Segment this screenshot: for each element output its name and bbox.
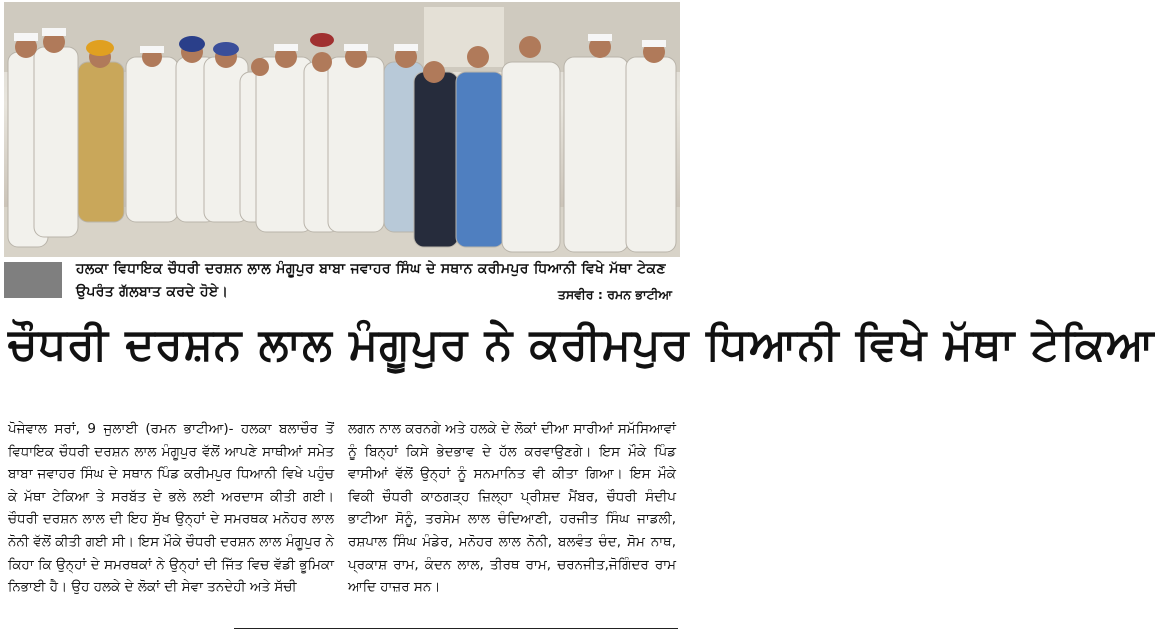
- article-column-1: ਪੋਜੇਵਾਲ ਸਰਾਂ, 9 ਜੁਲਾਈ (ਰਮਨ ਭਾਟੀਆ)- ਹਲਕਾ ਬਲਾਚੌਰ ਤੋਂ ਵਿਧਾਇਕ ਚੌਧਰੀ ਦਰਸ਼ਨ ਲਾਲ ਮੰਗੂਪੁਰ ਵੱਲੋਂ ਆਪਣੇ ਸਾਥੀਆਂ ਸਮੇਤ ਬਾਬਾ ਜਵਾਹਰ ਸਿੰਘ ਦੇ ਸਥਾਨ ਪਿੰਡ ਕਰੀਮਪੁਰ ਧਿਆਨੀ ਵਿਖੇ ਪਹੁੰਚ ਕੇ ਮੱਥਾ ਟੇਕਿਆ ਤੇ ਸਰਬੱਤ ਦੇ ਭਲੇ ਲਈ ਅਰਦਾਸ ਕੀਤੀ ਗਈ। ਚੌਧਰੀ ਦਰਸ਼ਨ ਲਾਲ ਦੀ ਇਹ ਸੁੱਖ ਉਨ੍ਹਾਂ ਦੇ ਸਮਰਥਕ ਮਨੋਹਰ ਲਾਲ ਨੋਨੀ ਵੱਲੋਂ ਕੀਤੀ ਗਈ ਸੀ। ਇਸ ਮੌਕੇ ਚੌਧਰੀ ਦਰਸ਼ਨ ਲਾਲ ਮੰਗੂਪੁਰ ਨੇ ਕਿਹਾ ਕਿ ਉਨ੍ਹਾਂ ਦੇ ਸਮਰਥਕਾਂ ਨੇ ਉਨ੍ਹਾਂ ਦੀ ਜਿੱਤ ਵਿਚ ਵੱਡੀ ਭੂਮਿਕਾ ਨਿਭਾਈ ਹੈ। ਉਹ ਹਲਕੇ ਦੇ ਲੋਕਾਂ ਦੀ ਸੇਵਾ ਤਨਦੇਹੀ ਅਤੇ ਸੱਚੀ: [8, 421, 334, 596]
- caption-marker-box: [4, 262, 62, 298]
- group-photo-illustration: [4, 2, 680, 257]
- news-photo: [4, 2, 680, 257]
- article-column-2: ਲਗਨ ਨਾਲ ਕਰਨਗੇ ਅਤੇ ਹਲਕੇ ਦੇ ਲੋਕਾਂ ਦੀਆ ਸਾਰੀਆਂ ਸਮੱਸਿਆਵਾਂ ਨੂੰ ਬਿਨ੍ਹਾਂ ਕਿਸੇ ਭੇਦਭਾਵ ਦੇ ਹੱਲ ਕਰਵਾਉਣਗੇ। ਇਸ ਮੌਕੇ ਪਿੰਡ ਵਾਸੀਆਂ ਵੱਲੋਂ ਉਨ੍ਹਾਂ ਨੂੰ ਸਨਮਾਨਿਤ ਵੀ ਕੀਤਾ ਗਿਆ। ਇਸ ਮੌਕੇ ਵਿਕੀ ਚੌਧਰੀ ਕਾਠਗੜ੍ਹ ਜ਼ਿਲ੍ਹਾ ਪ੍ਰੀਸ਼ਦ ਮੈਂਬਰ, ਚੌਧਰੀ ਸੰਦੀਪ ਭਾਟੀਆ ਸੋਨੂੰ, ਤਰਸੇਮ ਲਾਲ ਚੰਦਿਆਣੀ, ਹਰਜੀਤ ਸਿੰਘ ਜਾਡਲੀ, ਰਸ਼ਪਾਲ ਸਿੰਘ ਮੰਡੇਰ, ਮਨੋਹਰ ਲਾਲ ਨੋਨੀ, ਬਲਵੰਤ ਚੰਦ, ਸੋਮ ਨਾਥ, ਪ੍ਰਕਾਸ਼ ਰਾਮ, ਕੰਦਨ ਲਾਲ, ਤੀਰਥ ਰਾਮ, ਚਰਨਜੀਤ,ਜੋਗਿੰਦਰ ਰਾਮ ਆਦਿ ਹਾਜ਼ਰ ਸਨ।: [348, 421, 676, 596]
- headline: ਚੌਧਰੀ ਦਰਸ਼ਨ ਲਾਲ ਮੰਗੂਪੁਰ ਨੇ ਕਰੀਮਪੁਰ ਧਿਆਨੀ ਵਿਖੇ ਮੱਥਾ ਟੇਕਿਆ: [8, 319, 1155, 370]
- photo-caption: ਹਲਕਾ ਵਿਧਾਇਕ ਚੌਧਰੀ ਦਰਸ਼ਨ ਲਾਲ ਮੰਗੂਪੁਰ ਬਾਬਾ ਜਵਾਹਰ ਸਿੰਘ ਦੇ ਸਥਾਨ ਕਰੀਮਪੁਰ ਧਿਆਨੀ ਵਿਖੇ ਮੱਥਾ ਟੇਕਣ ਉਪਰੰਤ ਗੱਲਬਾਤ ਕਰਦੇ ਹੋਏ।: [76, 261, 666, 300]
- bottom-rule: [234, 628, 678, 629]
- photo-credit: ਤਸਵੀਰ : ਰਮਨ ਭਾਟੀਆ: [557, 287, 672, 302]
